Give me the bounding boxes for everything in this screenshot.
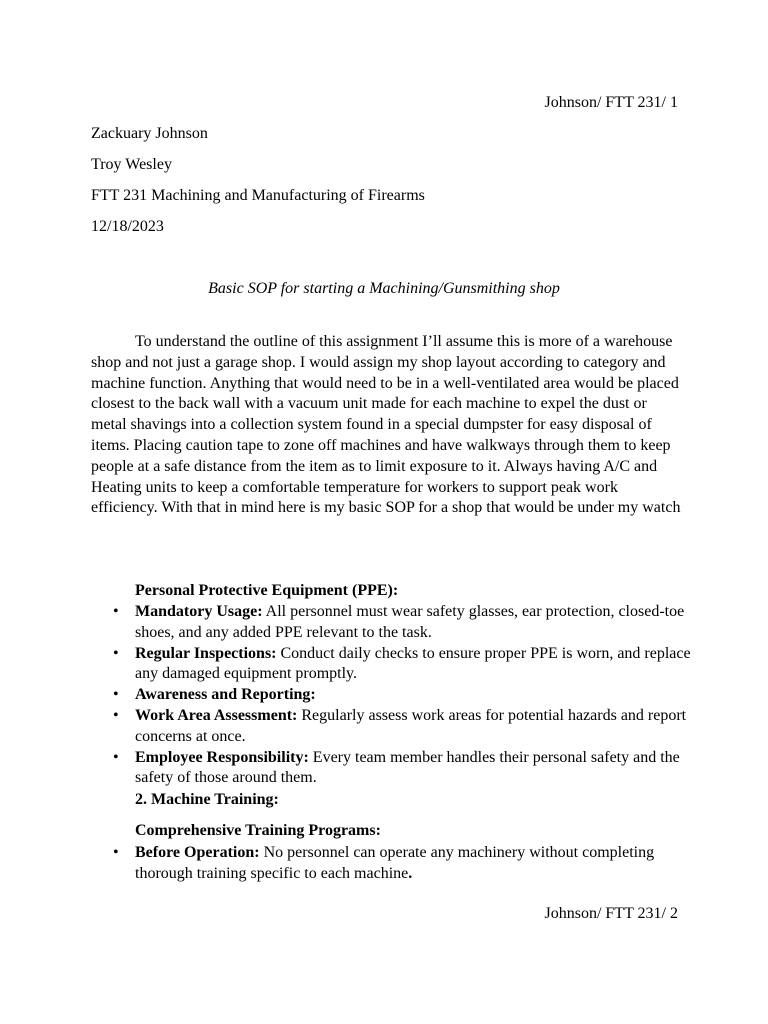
- list-item-label: Regular Inspections:: [135, 644, 277, 662]
- machine-training-heading: 2. Machine Training:: [135, 791, 279, 808]
- page-number-header-2: Johnson/ FTT 231/ 2: [544, 905, 678, 922]
- list-item-text: All personnel must wear safety glasses, ear protection, closed-toe shoes, and any added PPE relevant to the task.: [135, 603, 685, 641]
- bullet-icon: •: [113, 603, 119, 620]
- list-item-text: No personnel can operate any machinery without completing thorough training specific to each machine: [135, 844, 655, 882]
- list-item-text: Regularly assess work areas for potential hazards and report concerns at once.: [135, 706, 687, 745]
- list-item: [91, 843, 691, 885]
- list-item: [91, 602, 691, 644]
- ppe-heading: Personal Protective Equipment (PPE):: [135, 582, 399, 599]
- list-item-label: Work Area Assessment:: [135, 706, 298, 724]
- ppe-list: [91, 602, 691, 789]
- list-item: [91, 748, 691, 790]
- bullet-icon: •: [113, 644, 119, 662]
- list-item: [91, 685, 691, 706]
- list-item-text: Conduct daily checks to ensure proper PPE is worn, and replace any damaged equipment promptly.: [135, 644, 691, 683]
- document-title: Basic SOP for starting a Machining/Gunsmithing shop: [208, 280, 560, 297]
- bullet-icon: •: [113, 844, 119, 861]
- list-item-trailing: .: [408, 864, 413, 882]
- list-item: [91, 706, 691, 748]
- bullet-icon: •: [113, 686, 119, 704]
- training-programs-heading: Comprehensive Training Programs:: [135, 822, 381, 839]
- course-title: FTT 231 Machining and Manufacturing of Firearms: [91, 187, 425, 204]
- bullet-icon: •: [113, 748, 119, 766]
- list-item-label: Before Operation:: [135, 844, 260, 861]
- document-date: 12/18/2023: [91, 218, 164, 235]
- list-item: [91, 644, 691, 686]
- instructor-name: Troy Wesley: [91, 156, 172, 173]
- intro-paragraph: To understand the outline of this assignment I’ll assume this is more of a warehouse shop and not just a garage shop. I would assign my shop layout according to category and machine function. Anything that would need to be in a well-ventilated area would be placed closest to the back wall with a vacuum unit made for each machine to expel the dust or metal shavings into a collection system found in a special dumpster for easy disposal of items. Placing caution tape to zone off machines and have walkways through them to keep people at a safe distance from the item as to limit exposure to it. Always having A/C and Heating units to keep a comfortable temperature for workers to support peak work efficiency. With that in mind here is my basic SOP for a shop that would be under my watch: [91, 333, 681, 517]
- author-name: Zackuary Johnson: [91, 125, 208, 142]
- list-item-label: Employee Responsibility:: [135, 748, 309, 766]
- list-item-text: Every team member handles their personal safety and the safety of those around them.: [135, 748, 680, 787]
- training-list: [91, 843, 691, 885]
- list-item-label: Awareness and Reporting:: [135, 686, 316, 704]
- page-number-header: Johnson/ FTT 231/ 1: [544, 94, 678, 111]
- bullet-icon: •: [113, 706, 119, 724]
- list-item-label: Mandatory Usage:: [135, 603, 263, 620]
